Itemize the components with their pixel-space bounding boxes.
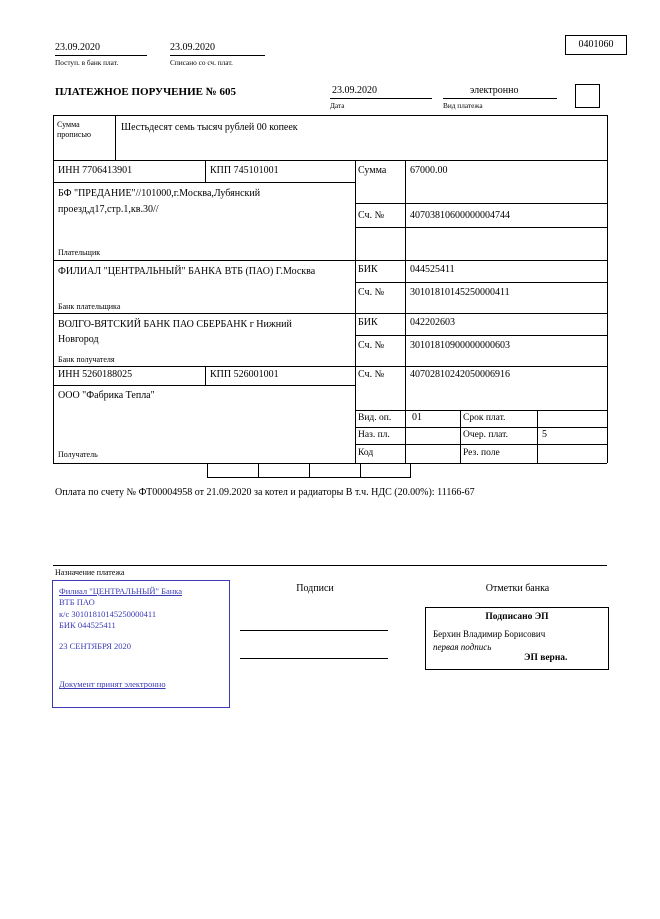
esign-box — [425, 607, 609, 670]
grid-line — [53, 313, 607, 314]
op-type-value: 01 — [412, 412, 422, 423]
code-label: Код — [358, 448, 374, 458]
payer-section-label: Плательщик — [58, 248, 101, 257]
grid-line — [53, 366, 607, 367]
signatures-label: Подписи — [296, 583, 334, 594]
grid-line — [405, 160, 406, 463]
payment-kind-field — [443, 84, 557, 99]
purpose-label: Назначение платежа — [55, 568, 125, 577]
header-date-label: Дата — [330, 101, 345, 110]
due-date-label: Срок плат. — [463, 413, 506, 423]
grid-line — [607, 115, 608, 463]
date-received-value: 23.09.2020 — [55, 42, 100, 53]
header-empty-box — [575, 84, 600, 108]
grid-line — [53, 160, 607, 161]
payee-bank-bik: 042202603 — [410, 317, 455, 328]
payer-account-label: Сч. № — [358, 210, 385, 221]
signature-line — [240, 630, 388, 631]
payer-name: БФ "ПРЕДАНИЕ"//101000,г.Москва,Лубянский проезд,д17,стр.1,кв.30// — [58, 188, 261, 215]
grid-line — [205, 160, 206, 182]
payee-kpp: КПП 526001001 — [210, 369, 279, 380]
date-debited-value: 23.09.2020 — [170, 42, 215, 53]
payment-kind-value: электронно — [470, 85, 519, 96]
esign-verified: ЭП верна. — [524, 653, 568, 663]
bank-stamp-line1: Филиал "ЦЕНТРАЛЬНЫЙ" Банка — [59, 586, 183, 596]
priority-label: Очер. плат. — [463, 430, 508, 440]
grid-line — [355, 427, 607, 428]
bank-stamp-line3: к/с 30101810145250000411 — [59, 608, 157, 619]
grid-line — [205, 366, 206, 385]
payer-kpp: КПП 745101001 — [210, 165, 279, 176]
grid-line — [355, 444, 607, 445]
payer-inn: ИНН 7706413901 — [58, 165, 133, 176]
payer-bank-bik-label: БИК — [358, 264, 378, 275]
payee-name: ООО "Фабрика Тепла" — [58, 390, 155, 401]
bank-stamp-line4: БИК 044525411 — [59, 620, 116, 631]
grid-line — [115, 115, 116, 160]
grid-line — [355, 335, 607, 336]
bank-stamp-note: Документ принят электронно — [59, 679, 166, 690]
header-date-field — [330, 84, 432, 99]
payee-account-label: Сч. № — [358, 369, 385, 380]
tax-field-bottom-line — [207, 477, 411, 478]
tax-field-tick — [258, 463, 259, 477]
payee-bank-bik-label: БИК — [358, 317, 378, 328]
tax-field-tick — [360, 463, 361, 477]
tax-field-tick — [309, 463, 310, 477]
grid-line — [355, 227, 607, 228]
amount-words-label: Сумма прописью — [57, 120, 92, 139]
bank-stamp-line2: ВТБ ПАО — [59, 597, 95, 608]
grid-line — [53, 385, 355, 386]
signature-line — [240, 658, 388, 659]
sum-value: 67000.00 — [410, 165, 448, 176]
grid-line — [460, 410, 461, 463]
payer-account: 40703810600000004744 — [410, 210, 510, 221]
document-title: ПЛАТЕЖНОЕ ПОРУЧЕНИЕ № 605 — [55, 86, 237, 98]
payee-section-label: Получатель — [58, 450, 98, 459]
payer-bank-name: ФИЛИАЛ "ЦЕНТРАЛЬНЫЙ" БАНКА ВТБ (ПАО) Г.Москва — [58, 266, 316, 277]
tax-field-tick — [410, 463, 411, 477]
grid-line — [355, 282, 607, 283]
purpose-underline — [53, 565, 607, 566]
reserve-field-label: Рез. поле — [463, 448, 500, 458]
bank-marks-label: Отметки банка — [485, 583, 550, 594]
grid-line — [53, 115, 607, 116]
amount-words-value: Шестьдесят семь тысяч рублей 00 копеек — [121, 122, 298, 133]
grid-line — [53, 182, 355, 183]
payee-account: 40702810242050006916 — [410, 369, 510, 380]
purpose-text: Оплата по счету № ФТ00004958 от 21.09.2020 за котел и радиаторы В т.ч. НДС (20.00%): 11166-67 — [55, 487, 475, 498]
payer-bank-bik: 044525411 — [410, 264, 455, 275]
purpose-code-label: Наз. пл. — [358, 430, 390, 440]
esign-title: Подписано ЭП — [485, 612, 549, 622]
grid-line — [53, 115, 54, 463]
payer-bank-account: 30101810145250000411 — [410, 287, 510, 298]
payee-inn: ИНН 5260188025 — [58, 369, 133, 380]
date-debited-label: Списано со сч. плат. — [170, 58, 233, 67]
grid-line — [355, 203, 607, 204]
grid-line — [53, 463, 607, 464]
bank-stamp — [52, 580, 230, 708]
grid-line — [355, 410, 607, 411]
form-code: 0401060 — [578, 39, 614, 50]
esign-role: первая подпись — [433, 642, 492, 652]
esign-name: Берхин Владимир Борисович — [433, 629, 546, 639]
payer-bank-account-label: Сч. № — [358, 287, 385, 298]
payer-bank-section-label: Банк плательщика — [58, 302, 121, 311]
header-date-value: 23.09.2020 — [332, 85, 377, 96]
sum-label: Сумма — [358, 165, 387, 176]
date-debited-field — [170, 41, 265, 56]
tax-field-tick — [207, 463, 208, 477]
payee-bank-account-label: Сч. № — [358, 340, 385, 351]
date-received-label: Поступ. в банк плат. — [55, 58, 119, 67]
op-type-label: Вид. оп. — [358, 413, 392, 423]
date-received-field — [55, 41, 147, 56]
form-code-box — [565, 35, 627, 55]
payee-bank-section-label: Банк получателя — [58, 355, 115, 364]
payee-bank-account: 30101810900000000603 — [410, 340, 510, 351]
payee-bank-name: ВОЛГО-ВЯТСКИЙ БАНК ПАО СБЕРБАНК г Нижний Новгород — [58, 319, 292, 345]
grid-line — [537, 410, 538, 463]
priority-value: 5 — [542, 429, 547, 440]
payment-kind-label: Вид платежа — [443, 101, 483, 110]
grid-line — [355, 160, 356, 463]
bank-stamp-date: 23 СЕНТЯБРЯ 2020 — [59, 640, 132, 651]
grid-line — [53, 260, 607, 261]
